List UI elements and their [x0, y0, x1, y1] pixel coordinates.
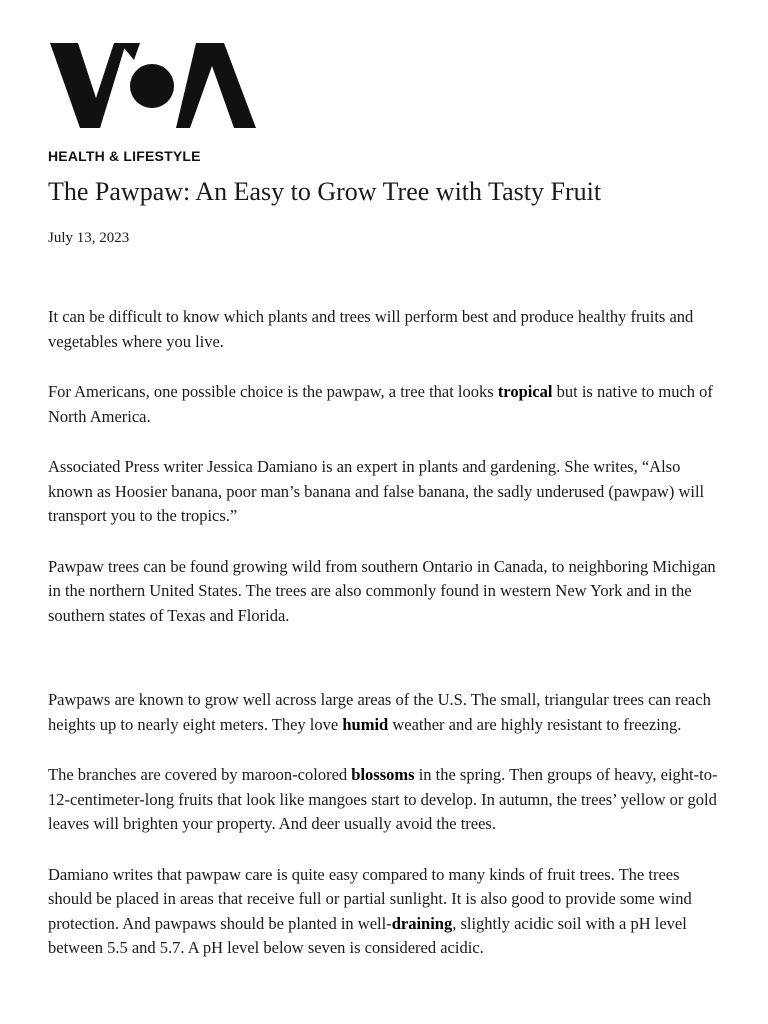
vocab-word-blossoms[interactable]: blossoms [351, 765, 415, 784]
paragraph [48, 763, 723, 837]
article-body [48, 305, 723, 987]
paragraph-text: Pawpaws are known to grow well across large areas of the U.S. The small, triangular trees can reach heights up to nearly eight meters. They love [48, 690, 711, 734]
paragraph-text: For Americans, one possible choice is the pawpaw, a tree that looks [48, 382, 498, 401]
paragraph [48, 863, 723, 961]
vocab-word-humid[interactable]: humid [342, 714, 389, 734]
paragraph-text: but is native to much of North America. [48, 382, 713, 426]
paragraph-text: The branches are covered by maroon-colored [48, 765, 352, 784]
paragraph [48, 688, 723, 737]
voa-logo[interactable] [48, 40, 258, 130]
paragraph-text: in the spring. Then groups of heavy, eight-to-12-centimeter-long fruits that look like mangoes start to develop. In autumn, the trees’ yellow or gold leaves will brighten your property. And deer usually avoid the trees. [48, 765, 718, 833]
vocab-word-draining[interactable]: draining [391, 913, 453, 933]
paragraph: Associated Press writer Jessica Damiano is an expert in plants and gardening. She writes, “Also known as Hoosier banana, poor man’s banana and false banana, the sadly underused (pawpaw) will transport you to the tropics.” [48, 457, 705, 525]
paragraph [48, 380, 723, 429]
paragraph-text: , slightly acidic soil with a pH level between 5.5 and 5.7. A pH level below seven is considered acidic. [48, 913, 687, 957]
voa-logo-icon [48, 40, 258, 130]
paragraph-text: Damiano writes that pawpaw care is quite easy compared to many kinds of fruit trees. The trees should be placed in areas that receive full or partial sunlight. It is also good to provide some wind protection. And pawpaws should be planted in well- [48, 864, 692, 933]
paragraph: It can be difficult to know which plants and trees will perform best and produce healthy fruits and vegetables where you live. [48, 307, 694, 351]
paragraph-text: weather and are highly resistant to freezing. [388, 714, 682, 734]
article-title: The Pawpaw: An Easy to Grow Tree with Tasty Fruit [48, 177, 602, 206]
article-date: July 13, 2023 [48, 230, 130, 246]
vocab-word-tropical[interactable]: tropical [497, 382, 553, 401]
section-label[interactable]: HEALTH & LIFESTYLE [48, 148, 201, 164]
paragraph: Pawpaw trees can be found growing wild from southern Ontario in Canada, to neighboring Michigan in the northern United States. The trees are also commonly found in western New York and in the southern states of Texas and Florida. [48, 556, 716, 625]
